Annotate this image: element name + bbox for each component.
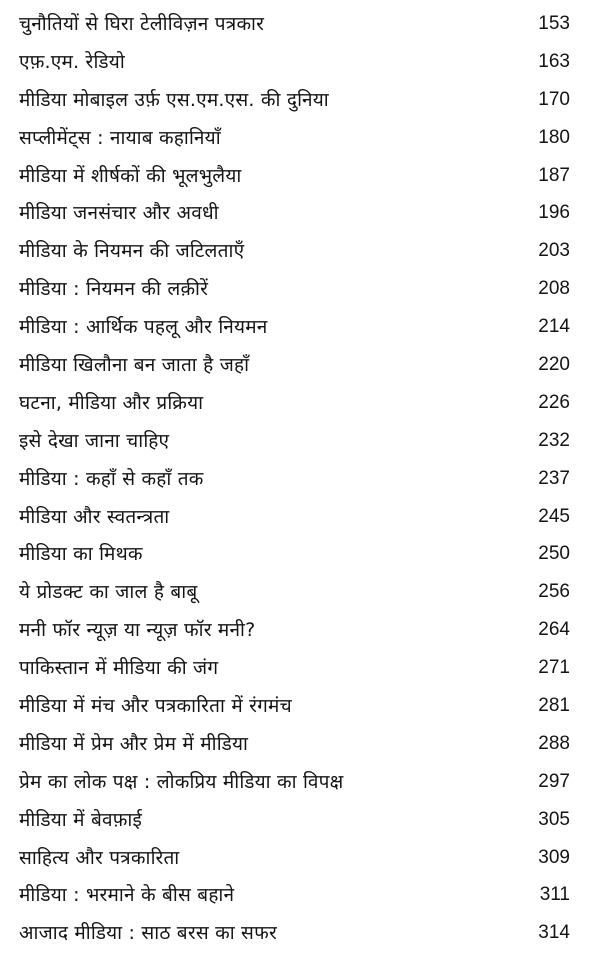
toc-entry-title: मीडिया में बेवफ़ाई — [19, 808, 143, 831]
toc-entry-page-number: 163 — [538, 50, 570, 72]
toc-entry-page-number: 237 — [538, 467, 570, 489]
toc-entry — [0, 765, 600, 803]
toc-entry-title: मीडिया के नियमन की जटिलताएँ — [19, 240, 245, 263]
toc-entry-page-number: 271 — [538, 657, 570, 679]
toc-entry-title: मीडिया में प्रेम और प्रेम में मीडिया — [19, 732, 249, 755]
toc-entry — [0, 159, 600, 197]
toc-entry — [0, 121, 600, 159]
toc-entry-title: मीडिया का मिथक — [19, 543, 143, 566]
toc-entry-page-number: 281 — [538, 695, 570, 717]
toc-entry-title: मीडिया : आर्थिक पहलू और नियमन — [19, 316, 268, 339]
toc-entry-page-number: 187 — [538, 164, 570, 186]
toc-entry — [0, 878, 600, 916]
toc-entry-title: मनी फॉर न्यूज़ या न्यूज़ फॉर मनी? — [19, 619, 256, 642]
toc-entry — [0, 651, 600, 689]
toc-entry — [0, 196, 600, 234]
toc-entry-page-number: 170 — [538, 88, 570, 110]
toc-entry-page-number: 245 — [538, 505, 570, 527]
toc-entry-page-number: 180 — [538, 126, 570, 148]
toc-entry-title: साहित्य और पत्रकारिता — [19, 846, 180, 869]
toc-entry — [0, 272, 600, 310]
toc-entry-page-number: 288 — [538, 732, 570, 754]
toc-entry — [0, 7, 600, 45]
toc-entry — [0, 803, 600, 841]
toc-entry-page-number: 309 — [538, 846, 570, 868]
toc-entry — [0, 462, 600, 500]
toc-entry — [0, 727, 600, 765]
toc-entry-title: मीडिया जनसंचार और अवधी — [19, 202, 219, 225]
toc-entry-page-number: 256 — [538, 581, 570, 603]
toc-entry — [0, 45, 600, 83]
toc-entry-page-number: 226 — [538, 391, 570, 413]
table-of-contents — [0, 7, 600, 954]
toc-entry-page-number: 220 — [538, 354, 570, 376]
toc-entry-page-number: 214 — [538, 316, 570, 338]
toc-entry-title: ये प्रोडक्ट का जाल है बाबू — [19, 581, 198, 604]
toc-entry — [0, 348, 600, 386]
toc-entry-title: चुनौतियों से घिरा टेलीविज़न पत्रकार — [19, 13, 265, 35]
toc-entry-title: पाकिस्तान में मीडिया की जंग — [19, 657, 219, 680]
toc-entry — [0, 575, 600, 613]
toc-entry — [0, 424, 600, 462]
toc-entry-title: सप्लीमेंट्स : नायाब कहानियाँ — [19, 126, 221, 149]
toc-entry-page-number: 297 — [538, 770, 570, 792]
toc-entry-title: मीडिया : नियमन की लक़ीरें — [19, 278, 209, 301]
toc-entry-title: मीडिया : भरमाने के बीस बहाने — [19, 884, 235, 907]
toc-entry-title: मीडिया मोबाइल उर्फ़ एस.एम.एस. की दुनिया — [19, 88, 329, 111]
toc-entry — [0, 386, 600, 424]
toc-entry-page-number: 208 — [538, 278, 570, 300]
toc-entry-page-number: 264 — [538, 619, 570, 641]
toc-entry-page-number: 314 — [538, 922, 570, 944]
toc-entry-page-number: 203 — [538, 240, 570, 262]
toc-entry-page-number: 196 — [538, 202, 570, 224]
toc-entry-page-number: 232 — [538, 429, 570, 451]
toc-entry — [0, 537, 600, 575]
toc-entry-page-number: 153 — [538, 13, 570, 34]
toc-entry — [0, 689, 600, 727]
toc-entry — [0, 234, 600, 272]
toc-entry — [0, 613, 600, 651]
toc-entry — [0, 841, 600, 879]
toc-entry-title: मीडिया खिलौना बन जाता है जहाँ — [19, 354, 250, 377]
toc-entry-title: आजाद मीडिया : साठ बरस का सफर — [19, 922, 277, 945]
toc-entry-title: मीडिया : कहाँ से कहाँ तक — [19, 467, 204, 490]
toc-entry-title: घटना, मीडिया और प्रक्रिया — [19, 391, 204, 414]
toc-entry — [0, 916, 600, 954]
toc-entry-page-number: 311 — [539, 884, 570, 906]
toc-entry-title: प्रेम का लोक पक्ष : लोकप्रिय मीडिया का विपक्ष — [19, 770, 344, 793]
toc-entry-title: इसे देखा जाना चाहिए — [19, 429, 170, 452]
toc-entry-page-number: 250 — [538, 543, 570, 565]
toc-entry-page-number: 305 — [538, 808, 570, 830]
toc-entry — [0, 500, 600, 538]
toc-entry-title: एफ़.एम. रेडियो — [19, 50, 125, 73]
toc-entry-title: मीडिया और स्वतन्त्रता — [19, 505, 170, 528]
toc-entry-title: मीडिया में मंच और पत्रकारिता में रंगमंच — [19, 695, 292, 718]
toc-entry-title: मीडिया में शीर्षकों की भूलभुलैया — [19, 164, 242, 187]
toc-entry — [0, 83, 600, 121]
toc-entry — [0, 310, 600, 348]
